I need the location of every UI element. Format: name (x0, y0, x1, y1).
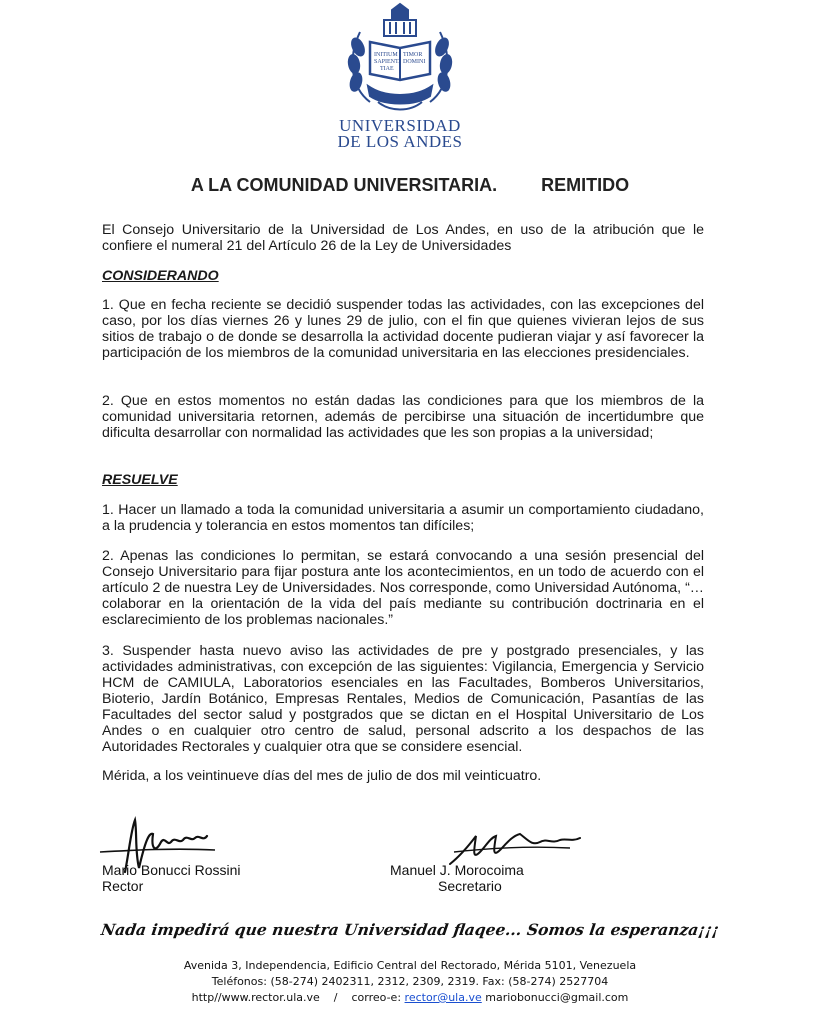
footer-website[interactable]: http//www.rector.ula.ve (191, 991, 320, 1004)
wordmark-line-2: DE LOS ANDES (337, 132, 463, 151)
secretary-role: Secretario (438, 878, 502, 894)
svg-text:INITIUM: INITIUM (374, 52, 398, 58)
resuelve-item-1: 1. Hacer un llamado a toda la comunidad universitaria a asumir un comportamiento ciudadano, a la prudencia y tolerancia en estos momentos tan difíciles; (102, 502, 704, 534)
svg-text:DOMINI: DOMINI (403, 59, 426, 65)
footer-email-label: correo-e: (351, 991, 402, 1004)
resuelve-item-3: 3. Suspender hasta nuevo aviso las actividades de pre y postgrado presenciales, y las actividades administrativas, con excepción de las siguientes: Vigilancia, Emergencia y Servicio HCM de CAMIULA, Laboratorios esenciales en las Facultades, Bomberos Universitarios, Bioterio, Jardín Botánico, Empresas Rentales, Medios de Comunicación, Pasantías de las Facultades del sector salud y postgrados que se dictan en el Hospital Universitario de Los Andes o en cualquier otro centro de salud, personal adscrito a los despachos de las Autoridades Rectorales y cualquier otra que se considere esencial. (102, 643, 704, 755)
signature-rector (102, 862, 241, 894)
secretary-name: Manuel J. Morocoima (390, 862, 524, 878)
footer-address: Avenida 3, Independencia, Edificio Central del Rectorado, Mérida 5101, Venezuela (183, 959, 637, 972)
considerando-item-2: 2. Que en estos momentos no están dadas las condiciones para que los miembros de la comunidad universitaria retornen, además de percibirse una situación de incertidumbre que dificulta desarrollar con normalidad las actividades que les son propias a la universidad; (102, 393, 704, 441)
considerando-heading: CONSIDERANDO (102, 268, 219, 284)
footer-email-secondary[interactable]: mariobonucci@gmail.com (485, 991, 629, 1004)
rector-name: Mario Bonucci Rossini (102, 862, 241, 878)
closing-line: Mérida, a los veintinueve días del mes de julio de dos mil veinticuatro. (102, 768, 542, 784)
intro-paragraph: El Consejo Universitario de la Universidad de Los Andes, en uso de la atribución que le confiere el numeral 21 del Artículo 26 de la Ley de Universidades (102, 222, 704, 254)
footer-motto: Nada impedirá que nuestra Universidad flaqee... Somos la esperanza¡¡¡ (99, 920, 721, 939)
university-wordmark (328, 118, 472, 150)
svg-text:SAPIENT.: SAPIENT. (374, 59, 400, 65)
footer-links-line (0, 990, 820, 1006)
footer-separator: / (333, 991, 338, 1004)
rector-role: Rector (102, 878, 144, 894)
footer-contact (0, 958, 820, 1006)
svg-text:TIMOR: TIMOR (403, 52, 423, 58)
title-main: A LA COMUNIDAD UNIVERSITARIA. (190, 175, 498, 195)
title-tag: REMITIDO (541, 175, 630, 195)
wordmark-line-1: UNIVERSIDAD (339, 116, 461, 135)
document-title (0, 175, 820, 196)
svg-text:TIAE: TIAE (380, 66, 394, 72)
footer-phones: Teléfonos: (58-274) 2402311, 2312, 2309, 2319. Fax: (58-274) 2527704 (211, 975, 609, 988)
resuelve-heading: RESUELVE (102, 472, 178, 488)
footer-email-primary-link[interactable]: rector@ula.ve (404, 991, 482, 1004)
signature-secretary (390, 862, 524, 894)
considerando-item-1: 1. Que en fecha reciente se decidió suspender todas las actividades, con las excepciones del caso, por los días viernes 26 y lunes 29 de julio, con el fin que quienes vivieran lejos de sus sitios de trabajo o de donde se desarrolla la actividad docente pudieran viajar y así favorecer la participación de los miembros de la comunidad universitaria en las elecciones presidenciales. (102, 297, 704, 361)
resuelve-item-2: 2. Apenas las condiciones lo permitan, se estará convocando a una sesión presencial del Consejo Universitario para fijar postura ante los acontecimientos, en un todo de acuerdo con el artículo 2 de nuestra Ley de Universidades. Nos corresponde, como Universidad Autónoma, “… colaborar en la orientación de la vida del país mediante su contribución doctrinaria en el esclarecimiento de los problemas nacionales.” (102, 548, 704, 628)
